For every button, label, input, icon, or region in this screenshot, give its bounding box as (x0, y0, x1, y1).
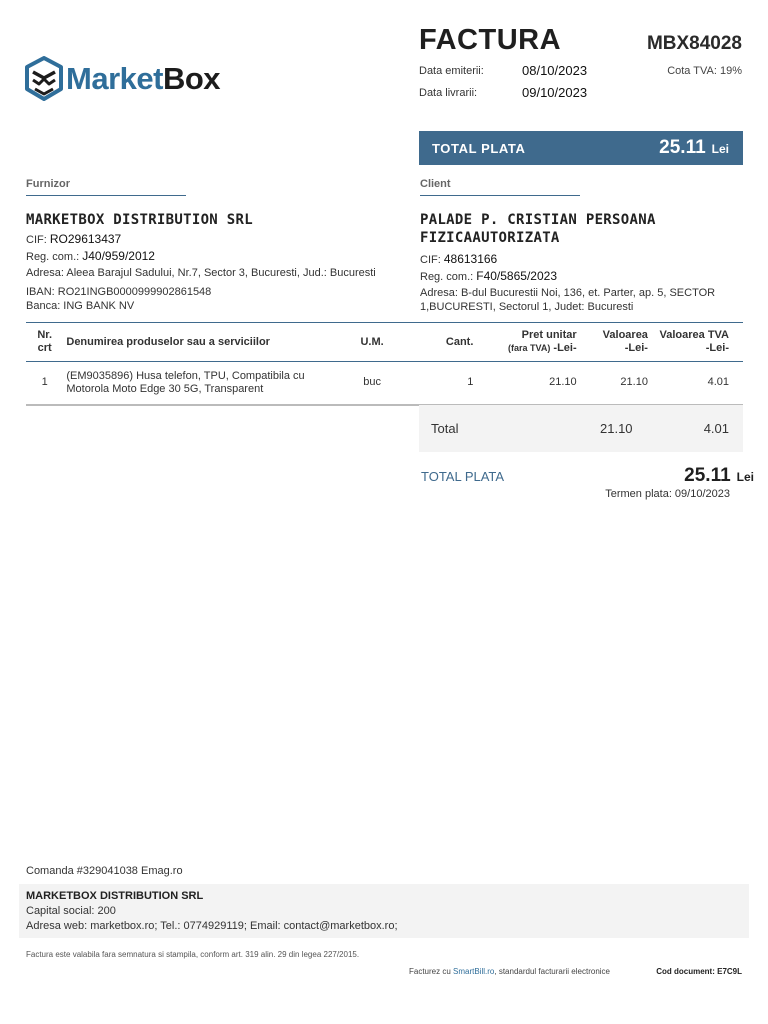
vat-rate: Cota TVA: 19% (667, 65, 742, 77)
client-heading: Client (420, 178, 580, 196)
supplier-heading: Furnizor (26, 178, 186, 196)
row-pret: 21.10 (483, 362, 576, 405)
footer-contact: Adresa web: marketbox.ro; Tel.: 0774929119; Email: contact@marketbox.ro; (26, 920, 398, 932)
company-logo (24, 56, 220, 102)
supplier-cif: CIF: RO29613437 (26, 232, 122, 246)
row-cant: 1 (397, 362, 484, 405)
smartbill-link[interactable]: SmartBill.ro (453, 967, 495, 976)
table-row (26, 362, 743, 405)
issue-date-label: Data emiterii: (419, 65, 484, 77)
client-section (420, 178, 743, 314)
supplier-section (26, 178, 376, 313)
final-total-value: 25.11 Lei (684, 465, 754, 486)
supplier-bank: Banca: ING BANK NV (26, 300, 135, 312)
client-reg: Reg. com.: F40/5865/2023 (420, 269, 557, 283)
col-header-pret: Pret unitar (fara TVA) -Lei- (483, 323, 576, 362)
client-address: Adresa: B-dul Bucurestii Noi, 136, et. Parter, ap. 5, SECTOR 1,BUCURESTI, Sectorul 1, Judet: Bucuresti (420, 287, 716, 313)
total-payment-bar (419, 131, 743, 165)
total-payment-value: 25.11 Lei (659, 137, 729, 158)
col-header-um: U.M. (347, 323, 396, 362)
order-reference: Comanda #329041038 Emag.ro (26, 865, 183, 877)
supplier-reg: Reg. com.: J40/959/2012 (26, 249, 155, 263)
totals-label: Total (431, 421, 459, 436)
items-table (26, 322, 743, 406)
legal-note: Factura este valabila fara semnatura si stampila, conform art. 319 alin. 29 din legea 227/2015. (26, 950, 360, 959)
client-cif: CIF: 48613166 (420, 252, 498, 266)
marketbox-cube-logo-icon (24, 56, 64, 102)
col-header-nr: Nr. crt (26, 323, 63, 362)
payment-due: Termen plata: 09/10/2023 (605, 488, 730, 500)
footer-capital: Capital social: 200 (26, 905, 116, 917)
row-valoare: 21.10 (577, 362, 648, 405)
supplier-address: Adresa: Aleea Barajul Sadului, Nr.7, Sector 3, Bucuresti, Jud.: Bucuresti (26, 267, 376, 279)
footer-company-box (19, 884, 749, 938)
issue-date: 08/10/2023 (522, 63, 588, 78)
totals-box (419, 405, 743, 452)
final-total-label: TOTAL PLATA (421, 469, 505, 484)
row-um: buc (347, 362, 396, 405)
invoice-number: MBX84028 (646, 33, 742, 54)
row-nr: 1 (26, 362, 63, 405)
col-header-cant: Cant. (397, 323, 484, 362)
col-header-denumire: Denumirea produselor sau a serviciilor (63, 323, 347, 362)
total-payment-label: TOTAL PLATA (432, 140, 526, 156)
footer-company-name: MARKETBOX DISTRIBUTION SRL (26, 890, 204, 902)
totals-valoare: 21.10 (600, 421, 633, 436)
table-header-row (26, 323, 743, 362)
delivery-date-label: Data livrarii: (419, 87, 478, 99)
col-header-tva: Valoarea TVA -Lei- (648, 323, 743, 362)
client-name: PALADE P. CRISTIAN PERSOANA FIZICAAUTORIZATA (420, 212, 656, 246)
supplier-name: MARKETBOX DISTRIBUTION SRL (26, 212, 253, 228)
supplier-iban: IBAN: RO21INGB0000999902861548 (26, 286, 212, 298)
row-denumire: (EM9035896) Husa telefon, TPU, Compatibila cu Motorola Moto Edge 30 5G, Transparent (63, 362, 347, 405)
totals-tva: 4.01 (703, 421, 729, 436)
col-header-valoare: Valoarea -Lei- (577, 323, 648, 362)
smartbill-note: Facturez cu SmartBill.ro, standardul facturarii electronice (409, 967, 610, 976)
row-tva: 4.01 (648, 362, 743, 405)
document-code: Cod document: E7C9L (656, 967, 742, 976)
invoice-title: FACTURA (419, 24, 562, 56)
delivery-date: 09/10/2023 (522, 85, 588, 100)
logo-wordmark: MarketBox (66, 61, 221, 96)
